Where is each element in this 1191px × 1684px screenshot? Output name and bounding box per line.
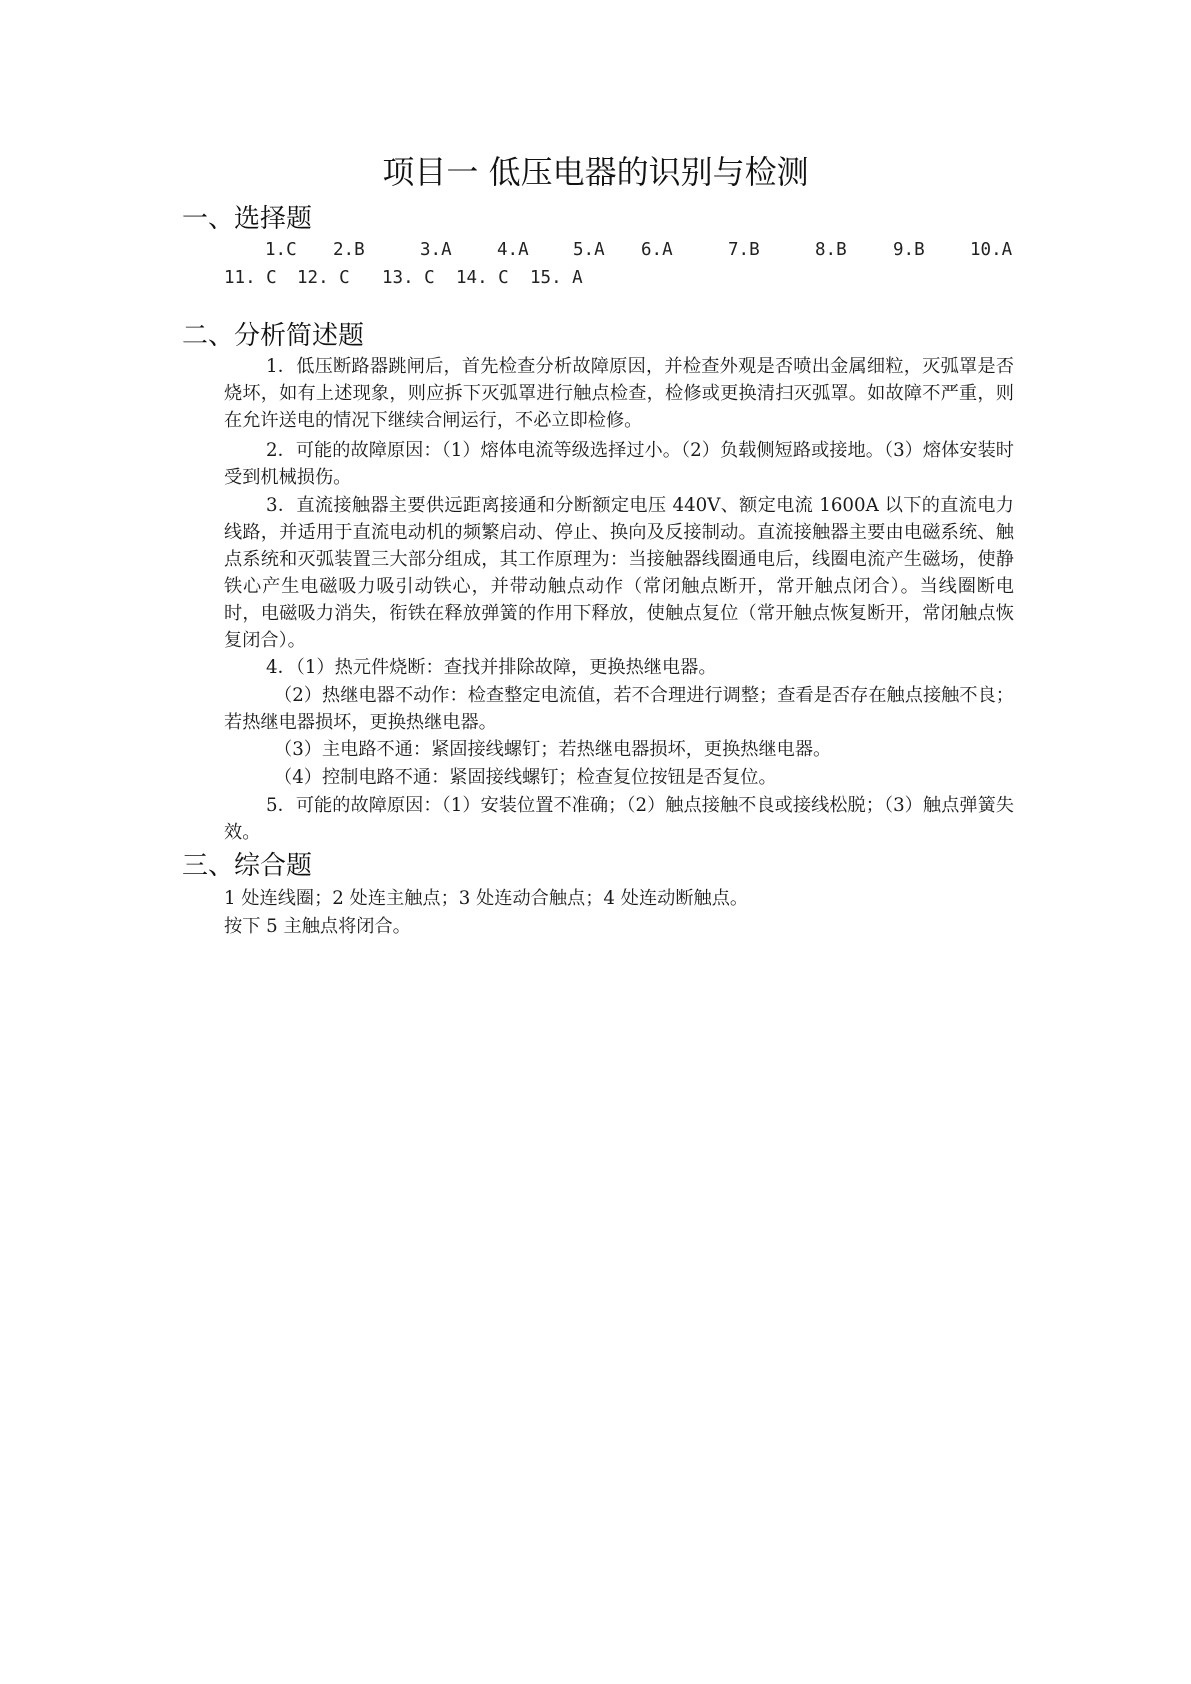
comprehensive-line-1: 1 处连线圈；2 处连主触点；3 处连动合触点；4 处连动断触点。	[224, 888, 749, 909]
answer-item: 9.B	[893, 240, 925, 260]
answer-item: 10.A	[970, 240, 1013, 260]
section-heading-choice: 一、选择题	[182, 204, 313, 234]
answer-item: 1.C	[265, 240, 297, 260]
answer-item: 2.B	[333, 240, 365, 260]
paragraph-1: 1．低压断路器跳闸后，首先检查分析故障原因，并检查外观是否喷出金属细粒，灭弧罩是否烧坏，如有上述现象，则应拆下灭弧罩进行触点检查，检修或更换清扫灭弧罩。如故障不严重，则在允许送电的情况下继续合闸运行，不必立即检修。	[224, 356, 1014, 431]
answer-item: 14. C	[456, 268, 509, 288]
paragraph-5: 5．可能的故障原因：（1）安装位置不准确；（2）触点接触不良或接线松脱；（3）触点弹簧失效。	[224, 795, 1014, 843]
page-title: 项目一 低压电器的识别与检测	[382, 153, 809, 191]
paragraph-4-4: （4）控制电路不通：紧固接线螺钉；检查复位按钮是否复位。	[274, 767, 777, 788]
answer-item: 11. C	[224, 268, 277, 288]
paragraph-4-2: （2）热继电器不动作：检查整定电流值，若不合理进行调整；查看是否存在触点接触不良；若热继电器损坏，更换热继电器。	[224, 685, 1014, 733]
paragraph-3: 3．直流接触器主要供远距离接通和分断额定电压 440V、额定电流 1600A 以下的直流电力线路，并适用于直流电动机的频繁启动、停止、换向及反接制动。直流接触器主要由电磁系统、触点系统和灭弧装置三大部分组成，其工作原理为：当接触器线圈通电后，线圈电流产生磁场，使静铁心产生电磁吸力吸引动铁心，并带动触点动作（常闭触点断开，常开触点闭合）。当线圈断电时，电磁吸力消失，衔铁在释放弹簧的作用下释放，使触点复位（常开触点恢复断开，常闭触点恢复闭合）。	[224, 495, 1014, 651]
paragraph-4-3: （3）主电路不通：紧固接线螺钉；若热继电器损坏，更换热继电器。	[274, 739, 832, 760]
answer-item: 8.B	[815, 240, 847, 260]
answer-item: 15. A	[530, 268, 583, 288]
paragraph-2: 2．可能的故障原因：（1）熔体电流等级选择过小。（2）负载侧短路或接地。（3）熔体安装时受到机械损伤。	[224, 440, 1014, 488]
section-heading-comprehensive: 三、综合题	[182, 851, 313, 881]
answer-item: 5.A	[573, 240, 605, 260]
answer-item: 4.A	[497, 240, 529, 260]
answer-item: 6.A	[641, 240, 673, 260]
answer-item: 7.B	[728, 240, 760, 260]
comprehensive-line-2: 按下 5 主触点将闭合。	[224, 916, 411, 937]
answer-item: 12. C	[297, 268, 350, 288]
answer-item: 3.A	[420, 240, 452, 260]
answer-item: 13. C	[382, 268, 435, 288]
paragraph-4: 4．（1）热元件烧断：查找并排除故障，更换热继电器。	[266, 657, 717, 678]
section-heading-analysis: 二、分析简述题	[182, 321, 365, 351]
